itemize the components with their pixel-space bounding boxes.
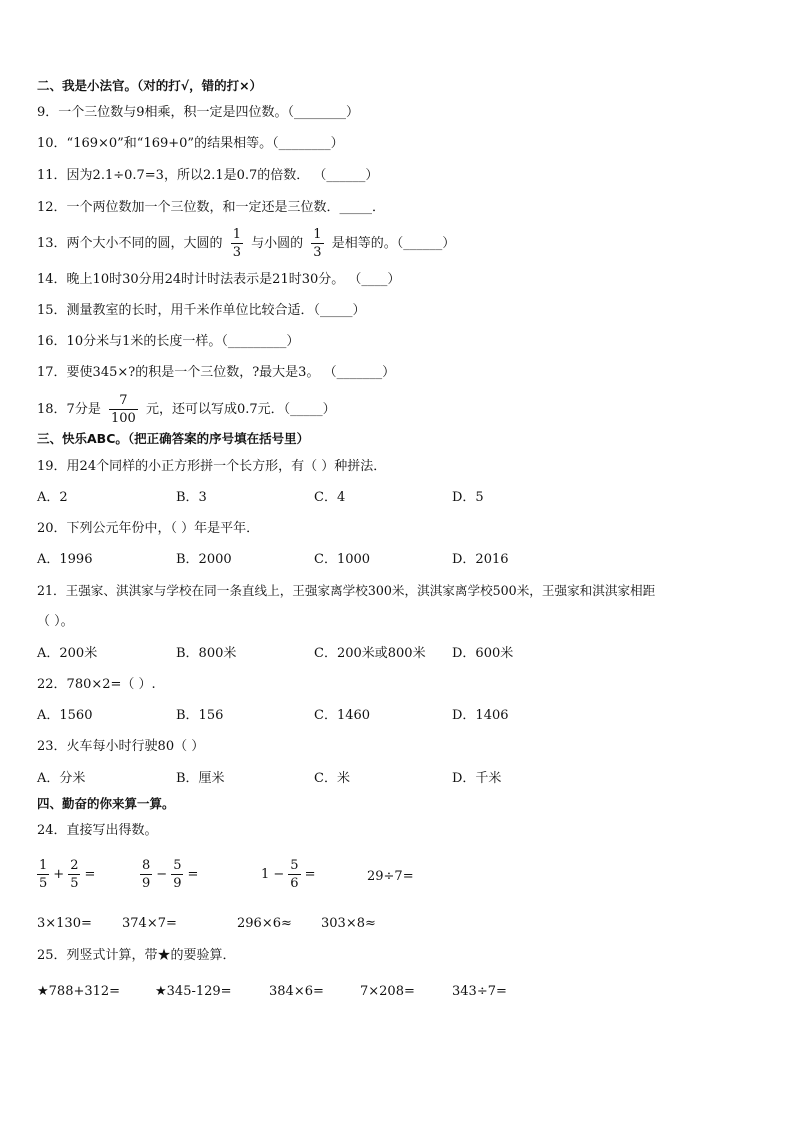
calc-expression-6: 374×7= [122,916,177,931]
question-18-text-a: 18．7分是 [37,402,101,417]
calc-expression-3 [261,857,315,893]
fraction-denominator: 6 [290,876,299,891]
question-18-text-b: 元，还可以写成0.7元．（_____） [145,402,336,417]
fraction-one-third-small [311,226,323,261]
fraction-denominator: 3 [232,245,241,260]
fraction [171,857,183,892]
option-d: D．1406 [452,708,509,723]
fraction-numerator: 5 [290,858,299,873]
fraction-seven-hundredths [109,392,138,427]
calc-expression-4: 29÷7= [367,869,414,884]
question-13-text-a: 13．两个大小不同的圆，大圆的 [37,236,223,251]
question-19: 19．用24个同样的小正方形拼一个长方形，有（ ）种拼法． [37,459,387,474]
option-d: D．5 [452,490,484,505]
question-17: 17．要使345×?的积是一个三位数，?最大是3。 （_______） [37,365,396,380]
option-a: A．1560 [37,708,93,723]
calc-expression-5: 3×130= [37,916,92,931]
question-12: 12．一个两位数加一个三位数，和一定还是三位数．_____． [37,200,386,215]
equals: = [304,867,316,882]
option-a: A．2 [37,490,68,505]
question-22: 22．780×2=（ ）. [37,677,156,692]
option-d: D．600米 [452,646,514,661]
vertical-calc-1: ★788+312= [37,984,121,999]
question-25: 25．列竖式计算，带★的要验算． [37,948,236,963]
question-18 [37,392,336,427]
question-20: 20．下列公元年份中，（ ）年是平年． [37,521,260,536]
option-c: C．200米或800米 [314,646,426,661]
section-2-title: 二、我是小法官。（对的打√，错的打×） [37,78,263,93]
calc-expression-7: 296×6≈ [237,916,292,931]
fraction-numerator: 1 [39,858,48,873]
fraction-numerator: 8 [142,858,151,873]
vertical-calc-2: ★345-129= [155,984,232,999]
option-d: D．千米 [452,771,502,786]
option-b: B．3 [176,490,207,505]
fraction-denominator: 3 [313,245,322,260]
question-10: 10．“169×0”和“169+0”的结果相等。（________） [37,136,344,151]
option-c: C．1000 [314,552,371,567]
equals: = [187,867,199,882]
fraction-denominator: 5 [70,876,79,891]
calc-expression-8: 303×8≈ [321,916,376,931]
option-a: A．200米 [37,646,98,661]
question-15: 15．测量教室的长时，用千米作单位比较合适．（_____） [37,303,366,318]
vertical-calc-5: 343÷7= [452,984,507,999]
calc-expression-1 [37,857,95,893]
question-13-text-c: 是相等的。（______） [331,236,456,251]
option-a: A．1996 [37,552,93,567]
fraction-numerator: 1 [313,227,322,242]
option-c: C．4 [314,490,346,505]
question-11: 11．因为2.1÷0.7=3，所以2.1是0.7的倍数． （______） [37,168,379,183]
calc-expression-2 [140,857,198,893]
question-21: 21．王强家、淇淇家与学校在同一条直线上，王强家离学校300米，淇淇家离学校500米，王强家和淇淇家相距 [37,583,656,598]
question-9: 9．一个三位数与9相乘，积一定是四位数。（________） [37,105,360,120]
fraction-denominator: 5 [39,876,48,891]
fraction-numerator: 7 [109,392,138,410]
section-3-title: 三、快乐ABC。（把正确答案的序号填在括号里） [37,431,310,446]
fraction-numerator: 5 [173,858,182,873]
option-a: A．分米 [37,771,86,786]
fraction-denominator: 9 [173,876,182,891]
question-21-blank: （ ）。 [37,614,74,629]
fraction-denominator: 9 [142,876,151,891]
fraction-numerator: 2 [70,858,79,873]
fraction-one-third-big [231,226,243,261]
question-24: 24．直接写出得数。 [37,823,158,838]
option-d: D．2016 [452,552,509,567]
fraction-denominator: 100 [110,411,136,426]
option-b: B．厘米 [176,771,225,786]
vertical-calc-3: 384×6= [269,984,324,999]
fraction-numerator: 1 [232,227,241,242]
question-13-text-b: 与小圆的 [251,236,304,251]
fraction [37,857,49,892]
fraction [288,857,300,892]
operand: 1 − [261,867,285,882]
question-14: 14．晚上10时30分用24时计时法表示是21时30分。 （____） [37,272,401,287]
fraction [68,857,80,892]
option-b: B．156 [176,708,224,723]
section-4-title: 四、勤奋的你来算一算。 [37,796,175,811]
option-c: C．米 [314,771,350,786]
vertical-calc-4: 7×208= [360,984,415,999]
option-c: C．1460 [314,708,371,723]
operator: + [53,867,65,882]
fraction [140,857,152,892]
option-b: B．800米 [176,646,237,661]
option-b: B．2000 [176,552,232,567]
question-16: 16．10分米与1米的长度一样。（_________） [37,334,300,349]
operator: − [156,867,168,882]
question-23: 23．火车每小时行驶80（ ） [37,739,205,754]
question-13 [37,226,455,261]
equals: = [84,867,96,882]
